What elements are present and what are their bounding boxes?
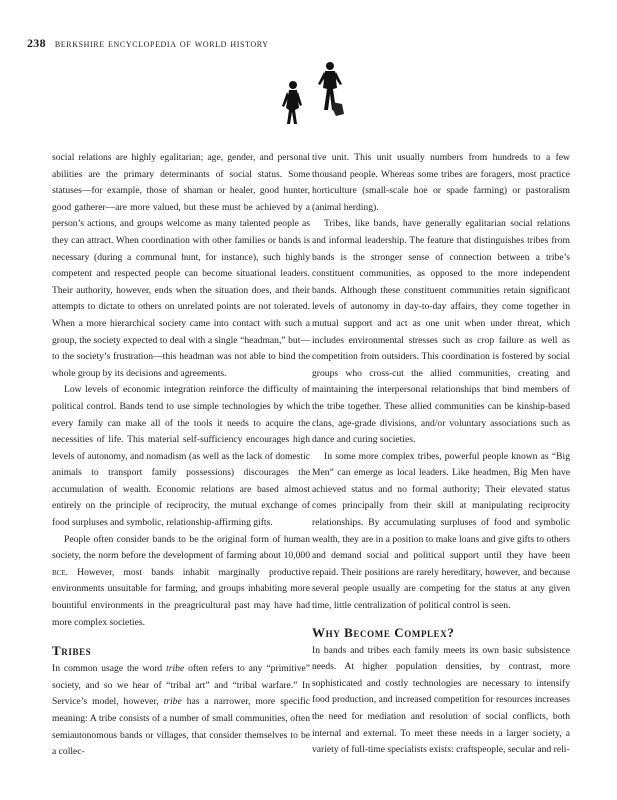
text-run: . However, most bands inhabit marginally productive environments unsuitable for farming, and groups inhabiting more bountiful environments in the preagricultural past may have had more complex societies.	[52, 566, 310, 628]
running-title: berkshire encyclopedia of world history	[54, 38, 269, 50]
paragraph: In bands and tribes each family meets its own basic subsistence needs. At higher population densities, by contrast, more sophisticated and costly technologies are necessary to intensify food production, and increased competition for resources increases the need for mediation and resolution of social conflicts, both internal and external. To meet these needs in a larger society, a variety of full-time specialists exists: craftspeople, secular and reli-	[312, 644, 570, 756]
era-abbrev: bce	[52, 566, 66, 578]
human-figures-illustration	[270, 58, 360, 158]
italic-term: tribe	[166, 663, 185, 675]
section-heading-why-complex: Why Become Complex?	[312, 624, 455, 640]
paragraph: social relations are highly egalitarian; age, gender, and personal abilities are the primary determinants of social status. Some statuses—for example, those of shaman or healer, good hunter, good gatherer—are more valued, but these must be achieved by a person’s actions, and groups welcome as many talented people as they can attract. When coordination with other families or bands is necessary (during a communal hunt, for instance), such highly competent and respected people can become situational leaders. Their authority, however, ends when the situation does, and their attempts to dictate to others on unrelated points are not tolerated. When a more hierarchical society came into contact with such a group, the society expected to deal with a single “headman,” but—to the society’s frustration—this headman was not able to bind the whole group by its decisions and agreements.	[52, 152, 310, 379]
running-header	[27, 36, 269, 51]
text-run: often refers to any “primitive” society, and so we hear of “tribal art” and “tribal warfare.” In Service’s model, however,	[52, 663, 311, 708]
page-number: 238	[27, 36, 46, 50]
italic-term: tribe	[163, 696, 182, 708]
text-run: has a narrower, more specific meaning: A tribe consists of a number of small communities, often semiautonomous bands or villages, that consider themselves to be a collec-	[52, 696, 310, 758]
text-run: In common usage the word	[52, 663, 167, 675]
section-heading-tribes: Tribes	[52, 643, 92, 659]
paragraph: Tribes, like bands, have generally egalitarian social relations and informal leadership. The feature that distinguishes tribes from bands is the stronger sense of connection between a tribe’s constituent communities, as opposed to the more independent bands. Although these constituent communities retain significant levels of autonomy in day-to-day affairs, they come together in mutual support and act as one unit when under threat, which includes environmental stresses such as crop failure as well as competition from outsiders. This coordination is fostered by social groups who cross-cut the allied communities, creating and maintaining the interpersonal relationships that bind members of the tribe together. These allied communities can be kinship-based clans, age-grade divisions, and/or voluntary associations such as dance and curing societies.	[312, 218, 570, 446]
left-column	[52, 150, 310, 761]
paragraph	[52, 532, 310, 632]
figures-icon	[270, 58, 360, 158]
right-column	[312, 150, 570, 759]
paragraph: In some more complex tribes, powerful people known as “Big Men” can emerge as local leaders. Like headmen, Big Men have achieved status and no formal authority; Their elevated status comes principally from their skill at manipulating reciprocity relationships. By accumulating surpluses of food and symbolic wealth, they are in a position to make loans and give gifts to others and demand social and political support until they have been repaid. Their positions are rarely hereditary, however, and because several people usually are competing for the status at any given time, little centralization of political control is seen.	[312, 450, 570, 612]
text-run: People often consider bands to be the original form of human society, the norm before the development of farming about 10,000	[52, 533, 310, 562]
paragraph	[52, 661, 310, 761]
paragraph: tive unit. This unit usually numbers from hundreds to a few thousand people. Whereas some tribes are foragers, most practice horticulture (small-scale hoe or spade farming) or pastoralism (animal herding).	[312, 152, 570, 213]
paragraph: Low levels of economic integration reinforce the difficulty of political control. Bands tend to use simple technologies by which every family can make all of the tools it needs to acquire the necessities of life. This material self-sufficiency encourages high levels of autonomy, and nomadism (as well as the lack of domestic animals to transport family possessions) discourages the accumulation of wealth. Economic relations are based almost entirely on the principle of reciprocity, the mutual exchange of food surpluses and symbolic, relationship-affirming gifts.	[52, 384, 310, 529]
